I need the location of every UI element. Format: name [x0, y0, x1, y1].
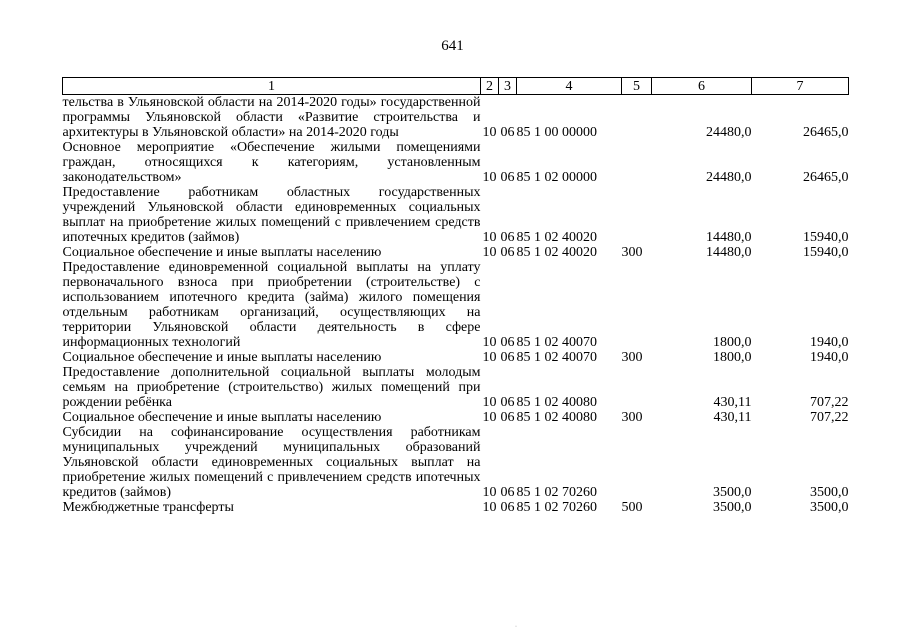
section-code: 10 [482, 410, 497, 425]
subsection-code: 06 [500, 170, 515, 185]
budget-table [62, 77, 849, 515]
column-header-3: 3 [499, 78, 517, 95]
target-article-code: 85 1 02 40070 [516, 335, 597, 350]
target-article-code: 85 1 02 40070 [516, 350, 597, 365]
section-code: 10 [482, 170, 497, 185]
row-description: Предоставление единовременной социальной выплаты на уплату первоначального взноса при приобретении (строительстве) с использованием ипотечного кредита (займа) жилого помещения отдельным работникам организаций, осуществляющих на территории Ульяновской области деятельность в сфере информационных технологий [62, 260, 481, 350]
amount-col-6: 14480,0 [706, 230, 752, 245]
amount-col-6: 430,11 [713, 395, 752, 410]
amount-col-7: 26465,0 [803, 125, 849, 140]
amount-col-6: 24480,0 [706, 125, 752, 140]
table-row [63, 500, 849, 515]
expense-type-code: 300 [621, 350, 643, 365]
section-code: 10 [482, 485, 497, 500]
column-header-7: 7 [752, 78, 849, 95]
row-description: Основное мероприятие «Обеспечение жилыми помещениями граждан, относящихся к категориям, установленным законодательством» [62, 140, 481, 185]
page-number: 641 [441, 38, 464, 54]
table-row [63, 95, 849, 141]
amount-col-7: 26465,0 [803, 170, 849, 185]
column-header-4: 4 [517, 78, 622, 95]
expense-type-code [622, 425, 652, 500]
target-article-code: 85 1 02 70260 [516, 485, 597, 500]
target-article-code: 85 1 02 40080 [516, 395, 597, 410]
table-row [63, 410, 849, 425]
table-row [63, 365, 849, 410]
subsection-code: 06 [500, 245, 515, 260]
amount-col-6: 1800,0 [713, 335, 752, 350]
section-code: 10 [482, 395, 497, 410]
amount-col-7: 15940,0 [803, 230, 849, 245]
row-description: Предоставление дополнительной социальной выплаты молодым семьям на приобретение (строительство) жилых помещений при рождении ребёнка [62, 365, 481, 410]
amount-col-6: 3500,0 [713, 485, 752, 500]
subsection-code: 06 [500, 500, 515, 515]
expense-type-code [622, 365, 652, 410]
amount-col-7: 3500,0 [810, 485, 849, 500]
subsection-code: 06 [500, 125, 515, 140]
section-code: 10 [482, 335, 497, 350]
table-row [63, 425, 849, 500]
scan-speck: · [515, 624, 517, 630]
section-code: 10 [482, 350, 497, 365]
row-description: Социальное обеспечение и иные выплаты населению [62, 350, 382, 365]
target-article-code: 85 1 02 40020 [516, 230, 597, 245]
subsection-code: 06 [500, 335, 515, 350]
column-header-5: 5 [622, 78, 652, 95]
expense-type-code: 300 [621, 410, 643, 425]
row-description: тельства в Ульяновской области на 2014-2020 годы» государственной программы Ульяновской области «Развитие строительства и архитектуры в Ульяновской области» на 2014-2020 годы [62, 95, 481, 140]
column-header-2: 2 [481, 78, 499, 95]
row-description: Социальное обеспечение и иные выплаты населению [62, 410, 382, 425]
row-description: Межбюджетные трансферты [62, 500, 234, 515]
subsection-code: 06 [500, 350, 515, 365]
target-article-code: 85 1 02 00000 [516, 170, 597, 185]
amount-col-6: 3500,0 [713, 500, 752, 515]
amount-col-6: 24480,0 [706, 170, 752, 185]
subsection-code: 06 [500, 230, 515, 245]
amount-col-7: 15940,0 [803, 245, 849, 260]
expense-type-code: 300 [621, 245, 643, 260]
target-article-code: 85 1 02 40020 [516, 245, 597, 260]
table-row [63, 245, 849, 260]
column-header-1: 1 [63, 78, 481, 95]
column-header-6: 6 [652, 78, 752, 95]
table-row [63, 260, 849, 350]
amount-col-6: 430,11 [713, 410, 752, 425]
table-row [63, 350, 849, 365]
target-article-code: 85 1 02 40080 [516, 410, 597, 425]
amount-col-7: 707,22 [810, 395, 849, 410]
amount-col-7: 1940,0 [810, 335, 849, 350]
amount-col-7: 707,22 [810, 410, 849, 425]
expense-type-code [622, 95, 652, 141]
target-article-code: 85 1 02 70260 [516, 500, 597, 515]
section-code: 10 [482, 125, 497, 140]
subsection-code: 06 [500, 395, 515, 410]
table-header-row [63, 78, 849, 95]
subsection-code: 06 [500, 410, 515, 425]
expense-type-code: 500 [621, 500, 643, 515]
target-article-code: 85 1 00 00000 [516, 125, 597, 140]
row-description: Предоставление работникам областных государственных учреждений Ульяновской области единовременных социальных выплат на приобретение жилых помещений с привлечением средств ипотечных кредитов (займов) [62, 185, 481, 245]
row-description: Социальное обеспечение и иные выплаты населению [62, 245, 382, 260]
expense-type-code [622, 185, 652, 245]
row-description: Субсидии на софинансирование осуществления работникам муниципальных учреждений муниципальных образований Ульяновской области единовременных социальных выплат на приобретение жилых помещений с привлечением средств ипотечных кредитов (займов) [62, 425, 481, 500]
amount-col-7: 1940,0 [810, 350, 849, 365]
table-row [63, 185, 849, 245]
expense-type-code [622, 260, 652, 350]
section-code: 10 [482, 245, 497, 260]
expense-type-code [622, 140, 652, 185]
subsection-code: 06 [500, 485, 515, 500]
amount-col-7: 3500,0 [810, 500, 849, 515]
table-row [63, 140, 849, 185]
amount-col-6: 14480,0 [706, 245, 752, 260]
amount-col-6: 1800,0 [713, 350, 752, 365]
section-code: 10 [482, 500, 497, 515]
section-code: 10 [482, 230, 497, 245]
